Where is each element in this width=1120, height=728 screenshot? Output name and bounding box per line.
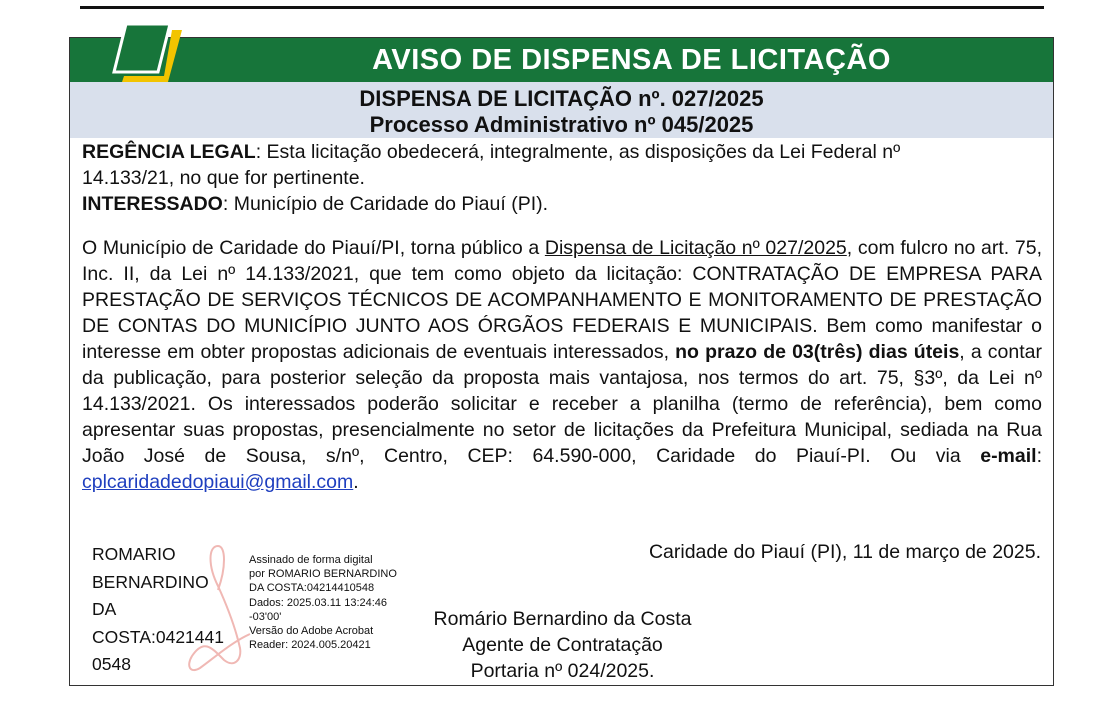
signer-line: ROMARIO [92, 544, 176, 564]
regencia-text: : Esta licitação obedecerá, integralmente, as disposições da Lei Federal nº [255, 141, 901, 163]
body-end: . [353, 471, 359, 493]
dispensa-reference: Dispensa de Licitação nº 027/2025 [544, 237, 847, 259]
sig-detail-line: Dados: 2025.03.11 13:24:46 [249, 596, 388, 609]
email-colon: : [1036, 445, 1042, 467]
interessado-text: : Município de Caridade do Piauí (PI). [222, 193, 549, 215]
signer-line: BERNARDINO [92, 571, 209, 592]
signer-line: COSTA:0421441 [92, 626, 224, 647]
email-label: e-mail [980, 445, 1037, 467]
interessado-label: INTERESSADO [82, 193, 223, 215]
top-rule [80, 6, 1044, 9]
notice-title: AVISO DE DISPENSA DE LICITAÇÃO [372, 44, 891, 76]
sig-detail-line: por ROMARIO BERNARDINO [249, 568, 397, 581]
digital-signature-details [249, 553, 409, 652]
notice-body [82, 235, 1042, 495]
regencia-line-1 [82, 139, 1042, 165]
signatory-block [400, 606, 725, 684]
signatory-name: Romário Bernardino da Costa [433, 608, 692, 630]
regencia-line-2: 14.133/21, no que for pertinente. [82, 167, 365, 189]
green-yellow-parallelogram-logo-icon [108, 24, 188, 90]
signatory-role: Agente de Contratação [462, 634, 663, 656]
title-bar [70, 38, 1053, 82]
signer-line: 0548 [92, 654, 131, 674]
sig-detail-line: DA COSTA:04214410548 [249, 582, 375, 595]
sig-detail-line: Reader: 2024.005.20421 [249, 639, 371, 652]
interessado-line [82, 191, 1042, 217]
sig-detail-line: Assinado de forma digital [249, 554, 373, 566]
process-number: Processo Administrativo nº 045/2025 [369, 112, 754, 137]
email-link[interactable]: cplcaridadedopiaui@gmail.com [82, 471, 354, 493]
deadline-text: no prazo de 03(três) dias úteis [675, 341, 960, 363]
body-terms: , a contar da publicação, para posterior seleção da proposta mais vantajosa, nos termos do art. 75, §3º, da Lei nº 14.133/2021. Os interessados poderão solicitar e receber a planilha (termo de referência), bem como apresentar suas propostas, presencialmente no setor de licitações da Prefeitura Municipal, sediada na Rua João José de Sousa, s/nº, Centro, CEP: 64.590-000, Caridade do Piauí-PI. Ou via [82, 341, 1042, 467]
regencia-label: REGÊNCIA LEGAL [82, 141, 256, 163]
place-date: Caridade do Piauí (PI), 11 de março de 2025. [648, 541, 1041, 563]
signer-line: DA [92, 599, 117, 619]
dispensa-number: DISPENSA DE LICITAÇÃO nº. 027/2025 [359, 86, 764, 111]
sig-detail-line: -03'00' [249, 610, 282, 623]
adobe-signature-watermark-icon [178, 538, 258, 678]
body-object: , com fulcro no art. 75, Inc. II, da Lei nº 14.133/2021, que tem como objeto da licitação: CONTRATAÇÃO DE EMPRESA PARA PRESTAÇÃO DE SERVIÇOS TÉCNICOS DE ACOMPANHAMENTO E MONITORAMENTO DE PRESTAÇÃO DE CONTAS DO MUNICÍPIO JUNTO AOS ÓRGÃOS FEDERAIS E MUNICIPAIS. Bem como manifestar o interesse em obter propostas adicionais de eventuais interessados, [82, 237, 1042, 363]
subheader [70, 82, 1053, 138]
signatory-portaria: Portaria nº 024/2025. [470, 660, 655, 682]
notice-frame [69, 37, 1054, 686]
body-intro: O Município de Caridade do Piauí/PI, torna público a [82, 237, 545, 259]
sig-detail-line: Versão do Adobe Acrobat [249, 625, 374, 638]
